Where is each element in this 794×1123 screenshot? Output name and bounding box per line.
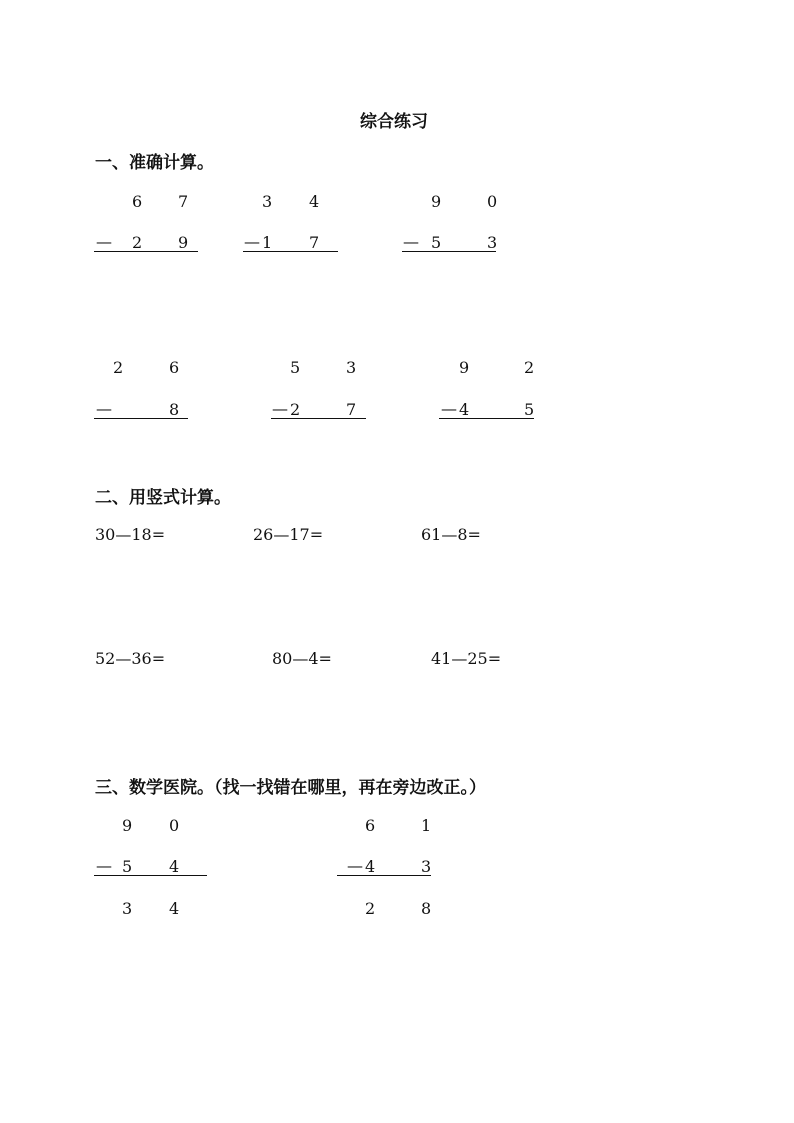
page-title: 综合练习 xyxy=(360,112,428,132)
minuend-ones: 4 xyxy=(309,192,320,211)
minuend-tens: 6 xyxy=(365,816,376,835)
subtrahend-ones: 5 xyxy=(524,400,535,419)
section-heading-3: 三、数学医院。（找一找错在哪里，再在旁边改正。） xyxy=(95,778,486,798)
subtrahend-tens: 1 xyxy=(262,233,273,252)
minus-sign: — xyxy=(272,399,288,418)
subtrahend-ones: 9 xyxy=(178,233,189,252)
minuend-ones: 1 xyxy=(421,816,432,835)
minuend-ones: 3 xyxy=(346,358,357,377)
expression: 61—8= xyxy=(421,525,481,544)
subtrahend-tens: 5 xyxy=(122,857,133,876)
section-heading-1: 一、准确计算。 xyxy=(95,153,214,173)
subtrahend-ones: 8 xyxy=(169,400,180,419)
answer-line xyxy=(94,875,207,876)
minus-sign: — xyxy=(96,856,112,875)
minus-sign: — xyxy=(347,856,363,875)
expression: 52—36= xyxy=(95,649,166,668)
minuend-tens: 3 xyxy=(262,192,273,211)
minuend-tens: 2 xyxy=(113,358,124,377)
minuend-ones: 2 xyxy=(524,358,535,377)
minus-sign: — xyxy=(403,232,419,251)
subtrahend-tens: 2 xyxy=(132,233,143,252)
result-ones: 8 xyxy=(421,899,432,918)
minuend-tens: 5 xyxy=(290,358,301,377)
minuend-tens: 9 xyxy=(459,358,470,377)
answer-line xyxy=(243,251,338,252)
section-heading-2: 二、用竖式计算。 xyxy=(95,488,231,508)
minuend-ones: 0 xyxy=(487,192,498,211)
result-ones: 4 xyxy=(169,899,180,918)
subtrahend-tens: 5 xyxy=(431,233,442,252)
minuend-ones: 0 xyxy=(169,816,180,835)
minuend-ones: 6 xyxy=(169,358,180,377)
subtrahend-tens: 4 xyxy=(365,857,376,876)
minuend-ones: 7 xyxy=(178,192,189,211)
minus-sign: — xyxy=(441,399,457,418)
result-tens: 2 xyxy=(365,899,376,918)
answer-line xyxy=(337,875,431,876)
expression: 30—18= xyxy=(95,525,166,544)
expression: 41—25= xyxy=(431,649,502,668)
answer-line xyxy=(271,418,366,419)
answer-line xyxy=(439,418,534,419)
answer-line xyxy=(94,251,198,252)
subtrahend-ones: 7 xyxy=(346,400,357,419)
minus-sign: — xyxy=(96,399,112,418)
subtrahend-tens: 2 xyxy=(290,400,301,419)
expression: 80—4= xyxy=(272,649,332,668)
subtrahend-ones: 4 xyxy=(169,857,180,876)
minuend-tens: 9 xyxy=(122,816,133,835)
result-tens: 3 xyxy=(122,899,133,918)
answer-line xyxy=(94,418,188,419)
minuend-tens: 6 xyxy=(132,192,143,211)
answer-line xyxy=(402,251,496,252)
subtrahend-ones: 3 xyxy=(421,857,432,876)
subtrahend-ones: 3 xyxy=(487,233,498,252)
minus-sign: — xyxy=(96,232,112,251)
minuend-tens: 9 xyxy=(431,192,442,211)
subtrahend-tens: 4 xyxy=(459,400,470,419)
expression: 26—17= xyxy=(253,525,324,544)
minus-sign: — xyxy=(244,232,260,251)
subtrahend-ones: 7 xyxy=(309,233,320,252)
